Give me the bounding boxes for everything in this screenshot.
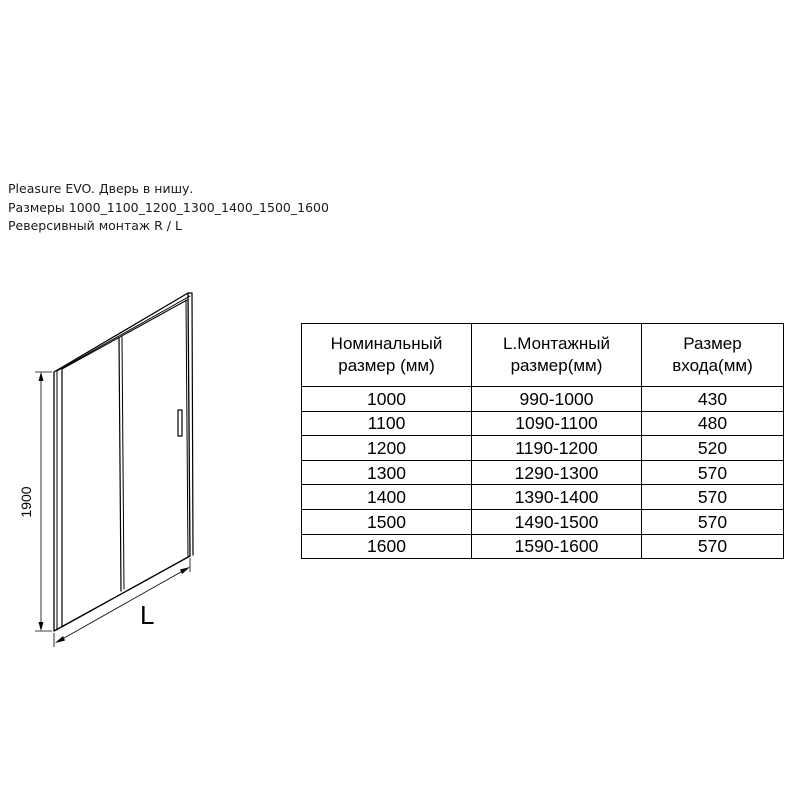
mounting-size-cell: 1190-1200	[472, 436, 642, 461]
right-post-outer-line	[188, 293, 190, 556]
mounting-size-cell: 1290-1300	[472, 460, 642, 485]
header-mounting-size	[472, 324, 642, 387]
header-title: Pleasure EVO. Дверь в нишу.	[8, 181, 194, 196]
entry-size-cell: 430	[642, 387, 784, 412]
right-post-edge-line	[192, 293, 193, 555]
nominal-size-cell: 1200	[302, 436, 472, 461]
header-nominal-line2: размер (мм)	[338, 356, 435, 375]
header-entry-size	[642, 324, 784, 387]
table-row	[302, 509, 784, 534]
table-row	[302, 411, 784, 436]
nominal-size-cell: 1500	[302, 509, 472, 534]
mounting-size-cell: 1490-1500	[472, 509, 642, 534]
mounting-size-cell: 1390-1400	[472, 485, 642, 510]
header-sizes: Размеры 1000_1100_1200_1300_1400_1500_1600	[8, 199, 329, 215]
table-row	[302, 436, 784, 461]
table-header-row	[302, 324, 784, 387]
table-row	[302, 387, 784, 412]
width-arrow-right-icon	[180, 567, 190, 574]
table-row	[302, 485, 784, 510]
sizes-table	[301, 323, 784, 559]
nominal-size-cell: 1400	[302, 485, 472, 510]
entry-size-cell: 480	[642, 411, 784, 436]
width-dimension	[54, 558, 190, 647]
height-arrow-bottom-icon	[39, 622, 44, 631]
entry-size-cell: 570	[642, 509, 784, 534]
entry-size-cell: 570	[642, 485, 784, 510]
header-entry-line1: Размер	[683, 334, 742, 353]
sliding-panel-divider-1	[119, 338, 121, 591]
entry-size-cell: 570	[642, 460, 784, 485]
bottom-rail-inner-line	[62, 557, 188, 627]
mounting-size-cell: 1590-1600	[472, 534, 642, 559]
table-row	[302, 460, 784, 485]
door-frame	[54, 293, 193, 631]
nominal-size-cell: 1000	[302, 387, 472, 412]
entry-size-cell: 570	[642, 534, 784, 559]
top-rail-mid-line	[57, 296, 190, 371]
width-arrow-left-icon	[55, 636, 65, 643]
nominal-size-cell: 1300	[302, 460, 472, 485]
width-label: L	[140, 600, 155, 630]
height-label: 1900	[18, 486, 34, 518]
door-handle-icon	[178, 410, 182, 436]
height-dimension	[35, 372, 52, 631]
table-row	[302, 534, 784, 559]
header-mounting-line1: L.Монтажный	[503, 334, 610, 353]
sliding-panel-divider-2	[122, 337, 124, 589]
header-entry-line2: входа(мм)	[672, 356, 753, 375]
nominal-size-cell: 1600	[302, 534, 472, 559]
top-rail-inner-line	[62, 300, 187, 369]
mounting-size-cell: 990-1000	[472, 387, 642, 412]
nominal-size-cell: 1100	[302, 411, 472, 436]
header-mounting: Реверсивный монтаж R / L	[8, 218, 182, 233]
top-rail-outer-line	[54, 293, 188, 372]
width-dimension-line	[57, 568, 188, 642]
header-nominal-size	[302, 324, 472, 387]
entry-size-cell: 520	[642, 436, 784, 461]
mounting-size-cell: 1090-1100	[472, 411, 642, 436]
header-nominal-line1: Номинальный	[330, 334, 443, 353]
header-mounting-line2: размер(мм)	[510, 356, 603, 375]
height-arrow-top-icon	[39, 372, 44, 381]
